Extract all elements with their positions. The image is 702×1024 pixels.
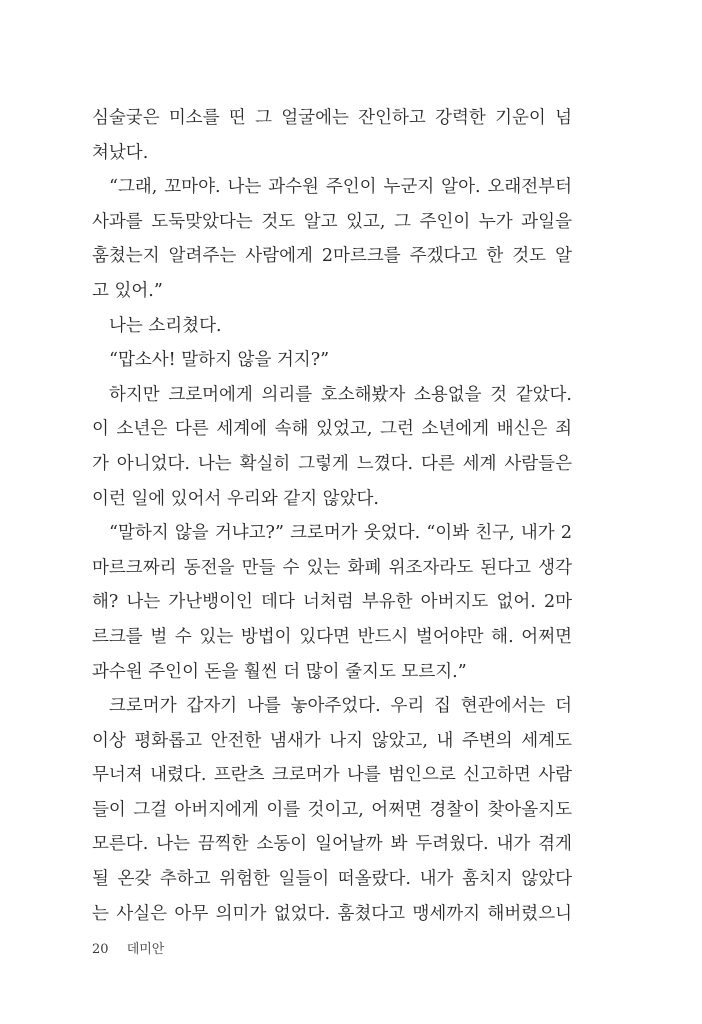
text-line: “말하지 않을 거냐고?” 크로머가 웃었다. “이봐 친구, 내가 2 [109, 523, 572, 544]
page-footer [92, 938, 164, 957]
text-line: 이런 일에 있어서 우리와 같지 않았다. [92, 488, 379, 509]
text-line: 모른다. 나는 끔찍한 소동이 일어날까 봐 두려웠다. 내가 겪게 [92, 834, 572, 855]
text-line: 는 사실은 아무 의미가 없었다. 훔쳤다고 맹세까지 해버렸으니 [92, 903, 573, 924]
text-line: 과수원 주인이 돈을 훨씬 더 많이 줄지도 모르지.” [92, 661, 467, 682]
text-line: 무너져 내렸다. 프란츠 크로머가 나를 범인으로 신고하면 사람 [92, 765, 573, 786]
text-line: 하지만 크로머에게 의리를 호소해봤자 소용없을 것 같았다. [109, 384, 572, 405]
text-line: 심술궂은 미소를 띤 그 얼굴에는 잔인하고 강력한 기운이 넘 [92, 108, 572, 128]
text-line: 이 소년은 다른 세계에 속해 있었고, 그런 소년에게 배신은 죄 [92, 419, 572, 440]
text-line: 르크를 벌 수 있는 방법이 있다면 반드시 벌어야만 해. 어쩌면 [92, 626, 572, 647]
text-line: 사과를 도둑맞았다는 것도 알고 있고, 그 주인이 누가 과일을 [92, 211, 572, 232]
text-line: 될 온갖 추하고 위험한 일들이 떠올랐다. 내가 훔치지 않았다 [92, 869, 572, 890]
text-line: 쳐났다. [92, 142, 149, 163]
text-line: 해? 나는 가난뱅이인 데다 너처럼 부유한 아버지도 없어. 2마 [92, 592, 572, 613]
running-title: 데미안 [126, 942, 165, 957]
body-text [92, 101, 572, 931]
text-line: “그래, 꼬마야. 나는 과수원 주인이 누군지 알아. 오래전부터 [109, 177, 572, 198]
page-number: 20 [92, 942, 109, 957]
text-line: 가 아니었다. 나는 확실히 그렇게 느꼈다. 다른 세계 사람들은 [92, 453, 572, 474]
text-line: 크로머가 갑자기 나를 놓아주었다. 우리 집 현관에서는 더 [109, 696, 572, 717]
text-line: 훔쳤는지 알려주는 사람에게 2마르크를 주겠다고 한 것도 알 [92, 246, 572, 267]
text-line: 나는 소리쳤다. [109, 315, 222, 336]
text-line: “맙소사! 말하지 않을 거지?” [109, 350, 330, 371]
text-line: 들이 그걸 아버지에게 이를 것이고, 어쩌면 경찰이 찾아올지도 [92, 799, 573, 820]
text-line: 이상 평화롭고 안전한 냄새가 나지 않았고, 내 주변의 세계도 [92, 730, 572, 751]
text-line: 고 있어.” [92, 280, 163, 301]
text-line: 마르크짜리 동전을 만들 수 있는 화폐 위조자라도 된다고 생각 [92, 557, 572, 578]
